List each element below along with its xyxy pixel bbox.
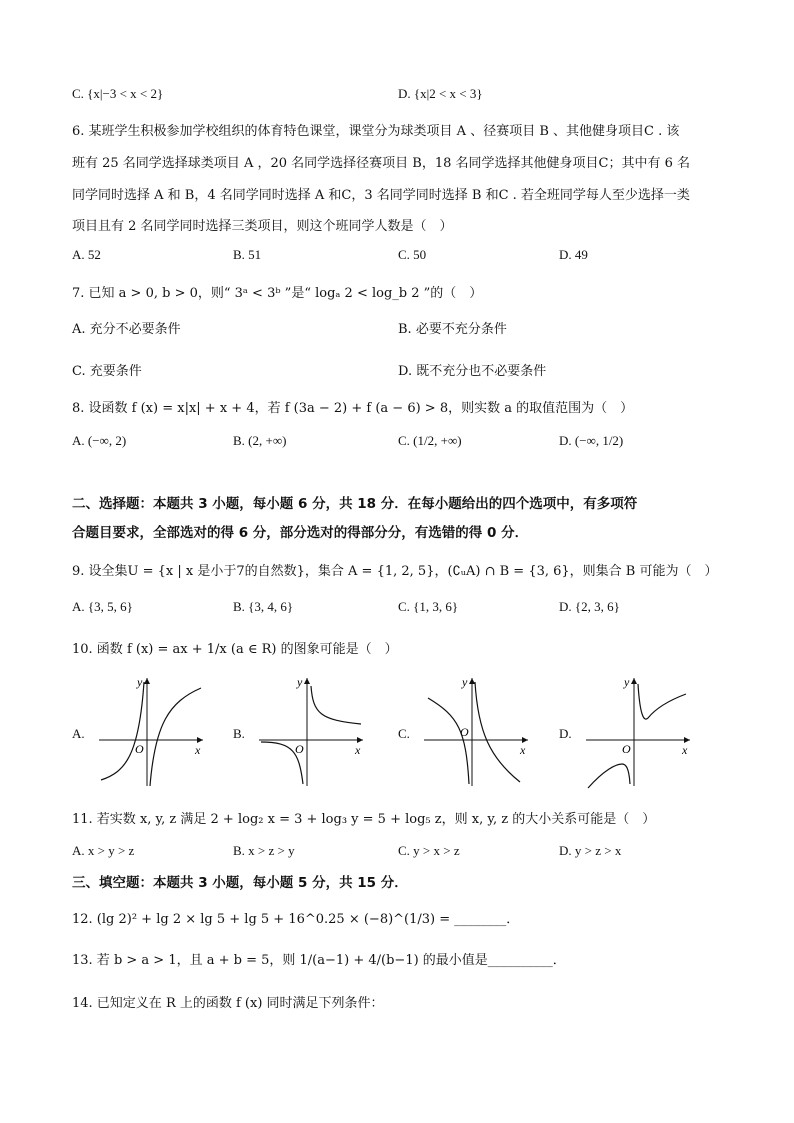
curve-right (638, 684, 686, 719)
q10-graph-a (95, 672, 207, 790)
origin-label: O (295, 742, 304, 756)
q10-graph-b (255, 672, 367, 790)
q6-line-3: 同学同时选择 A 和 B，4 名同学同时选择 A 和C，3 名同学同时选择 B 和C . 若全班同学每人至少选择一类 (72, 188, 690, 203)
q9-option-c: C. {1, 3, 6} (398, 599, 459, 614)
curve-right (311, 686, 361, 724)
q6-line-1: 6. 某班学生积极参加学校组织的体育特色课堂，课堂分为球类项目 A 、径赛项目 B 、其他健身项目C . 该 (72, 124, 680, 139)
y-axis-label: y (137, 675, 143, 689)
q10-graph-a-label: A. (72, 726, 85, 741)
curve-right (150, 688, 201, 786)
q10-graph-d-label: D. (559, 726, 572, 741)
q8-option-d: D. (−∞, 1/2) (559, 433, 624, 448)
q9-option-b: B. {3, 4, 6} (233, 599, 294, 614)
q7-option-b: B. 必要不充分条件 (398, 322, 507, 337)
section-2-heading-line-2: 合题目要求，全部选对的得 6 分，部分选对的得部分分，有选错的得 0 分． (72, 525, 529, 541)
q6-line-2: 班有 25 名同学选择球类项目 A ，20 名同学选择径赛项目 B，18 名同学选择其他健身项目C；其中有 6 名 (72, 156, 690, 171)
x-axis-label: x (682, 743, 688, 757)
curve-left (428, 698, 469, 784)
q11-option-d: D. y > z > x (559, 843, 622, 858)
q9-stem: 9. 设全集U = {x | x 是小于7的自然数}，集合 A = {1, 2, 5}，(∁ᵤA) ∩ B = {3, 6}，则集合 B 可能为（ ） (72, 564, 718, 579)
q7-option-a: A. 充分不必要条件 (72, 322, 181, 337)
q6-line-4: 项目且有 2 名同学同时选择三类项目，则这个班同学人数是（ ） (72, 219, 453, 234)
q9-option-d: D. {2, 3, 6} (559, 599, 620, 614)
q11-option-a: A. x > y > z (72, 843, 135, 858)
q10-graph-c-label: C. (398, 726, 410, 741)
q8-stem: 8. 设函数 f (x) = x|x| + x + 4，若 f (3a − 2) + f (a − 6) > 8，则实数 a 的取值范围为（ ） (72, 401, 634, 416)
q5-option-d: D. {x|2 < x < 3} (398, 86, 483, 101)
q12-stem: 12. (lg 2)² + lg 2 × lg 5 + lg 5 + 16^0.25 × (−8)^(1/3) = ________． (72, 912, 520, 927)
y-axis-label: y (297, 675, 303, 689)
x-axis-label: x (355, 743, 361, 757)
q5-option-c: C. {x|−3 < x < 2} (72, 86, 164, 101)
y-axis-label: y (462, 675, 468, 689)
origin-label: O (135, 742, 144, 756)
q6-option-a: A. 52 (72, 247, 101, 262)
q6-option-c: C. 50 (398, 247, 427, 262)
q8-option-b: B. (2, +∞) (233, 433, 287, 448)
q10-graph-d (582, 672, 694, 790)
q11-stem: 11. 若实数 x, y, z 满足 2 + log₂ x = 3 + log₃ y = 5 + log₅ z，则 x, y, z 的大小关系可能是（ ） (72, 812, 656, 827)
q8-option-a: A. (−∞, 2) (72, 433, 127, 448)
q11-option-b: B. x > z > y (233, 843, 295, 858)
origin-label: O (622, 742, 631, 756)
x-axis-label: x (195, 743, 201, 757)
q13-stem: 13. 若 b > a > 1，且 a + b = 5，则 1/(a−1) + 4/(b−1) 的最小值是__________． (72, 953, 566, 968)
y-axis-arrow (469, 678, 475, 684)
q10-stem: 10. 函数 f (x) = ax + 1/x (a ∈ R) 的图象可能是（ ） (72, 642, 398, 657)
q7-option-d: D. 既不充分也不必要条件 (398, 364, 547, 379)
x-axis-label: x (520, 743, 526, 757)
y-axis-label: y (624, 675, 630, 689)
q7-option-c: C. 充要条件 (72, 364, 142, 379)
q7-stem: 7. 已知 a > 0, b > 0，则“ 3ᵃ < 3ᵇ ”是“ logₐ 2 < log_b 2 ”的（ ） (72, 286, 483, 301)
q11-option-c: C. y > x > z (398, 843, 460, 858)
curve-left (101, 682, 144, 780)
curve-right (475, 682, 520, 782)
origin-label: O (460, 725, 469, 739)
y-axis-arrow (631, 678, 637, 684)
section-3-heading: 三、填空题：本题共 3 小题，每小题 5 分，共 15 分． (72, 875, 408, 891)
q10-graph-b-label: B. (233, 726, 245, 741)
section-2-heading-line-1: 二、选择题：本题共 3 小题，每小题 6 分，共 18 分．在每小题给出的四个选项中，有多项符 (72, 496, 638, 512)
y-axis-arrow (144, 678, 150, 684)
q14-stem: 14. 已知定义在 R 上的函数 f (x) 同时满足下列条件： (72, 996, 384, 1011)
q6-option-d: D. 49 (559, 247, 588, 262)
q6-option-b: B. 51 (233, 247, 262, 262)
y-axis-arrow (304, 678, 310, 684)
q10-graph-c (420, 672, 532, 790)
q9-option-a: A. {3, 5, 6} (72, 599, 133, 614)
q8-option-c: C. (1/2, +∞) (398, 433, 462, 448)
curve-left (588, 764, 630, 788)
